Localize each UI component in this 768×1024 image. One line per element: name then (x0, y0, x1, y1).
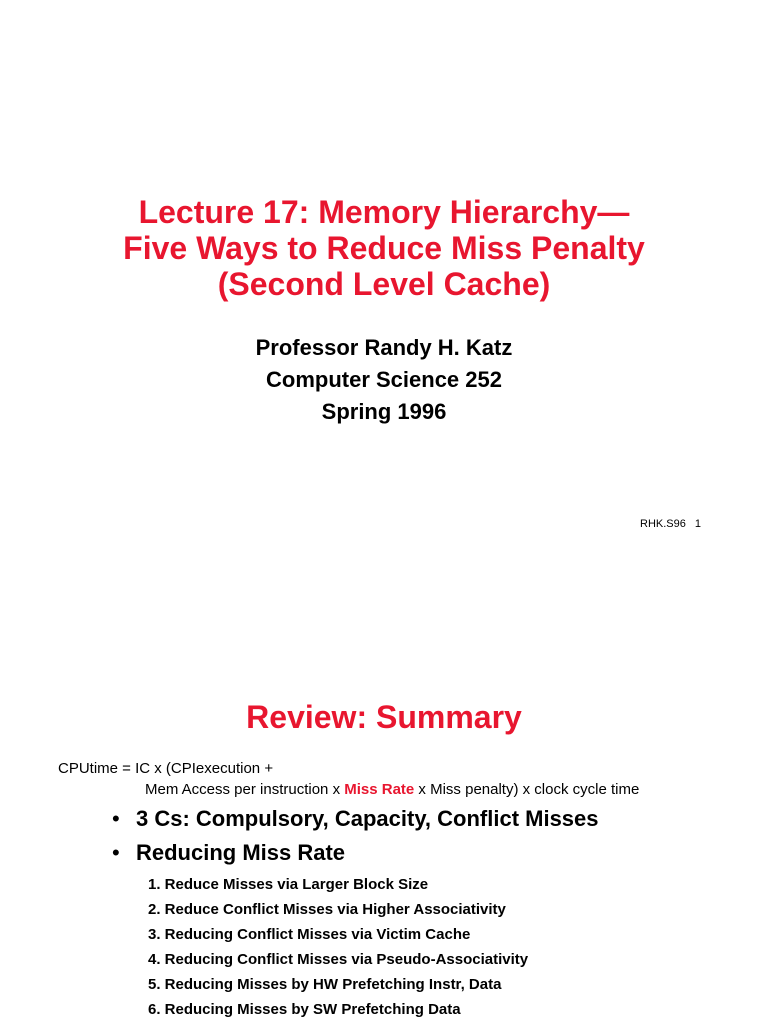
lecture-title-line: (Second Level Cache) (217, 266, 551, 302)
lecture-title-line: Five Ways to Reduce Miss Penalty (123, 230, 645, 266)
author-block (0, 332, 768, 428)
formula-line-2 (145, 780, 639, 800)
slide-title: Review: Summary (246, 699, 522, 735)
miss-rate-highlight: Miss Rate (344, 781, 415, 798)
page-number: 1 (694, 518, 702, 530)
list-item: 4. Reducing Conflict Misses via Pseudo-Associativity (148, 951, 529, 968)
formula-text: Mem Access per instruction x (145, 781, 345, 798)
bullet-item (112, 805, 599, 833)
bullet-text: 3 Cs: Compulsory, Capacity, Conflict Misses (136, 806, 599, 831)
author-name: Professor Randy H. Katz (255, 335, 513, 360)
miss-rate-steps-list (148, 872, 528, 1022)
course-name: Computer Science 252 (266, 367, 502, 392)
formula-line-1: CPUtime = IC x (CPIexecution + (58, 760, 274, 777)
formula-text: x Miss penalty) x clock cycle time (414, 781, 640, 798)
list-item: 1. Reduce Misses via Larger Block Size (148, 876, 429, 893)
list-item: 6. Reducing Misses by SW Prefetching Data (148, 1001, 461, 1018)
slide-footer (640, 518, 701, 530)
list-item: 3. Reducing Conflict Misses via Victim Cache (148, 926, 471, 943)
lecture-title-line: Lecture 17: Memory Hierarchy— (138, 194, 630, 230)
list-item: 5. Reducing Misses by HW Prefetching Instr, Data (148, 976, 502, 993)
bullet-dot: • (112, 806, 120, 831)
term: Spring 1996 (321, 399, 447, 424)
bullet-dot: • (112, 840, 120, 865)
list-item: 2. Reduce Conflict Misses via Higher Associativity (148, 901, 506, 918)
bullet-item (112, 839, 345, 867)
bullet-text: Reducing Miss Rate (136, 840, 346, 865)
footer-code: RHK.S96 (640, 518, 686, 530)
lecture-title (0, 194, 768, 302)
